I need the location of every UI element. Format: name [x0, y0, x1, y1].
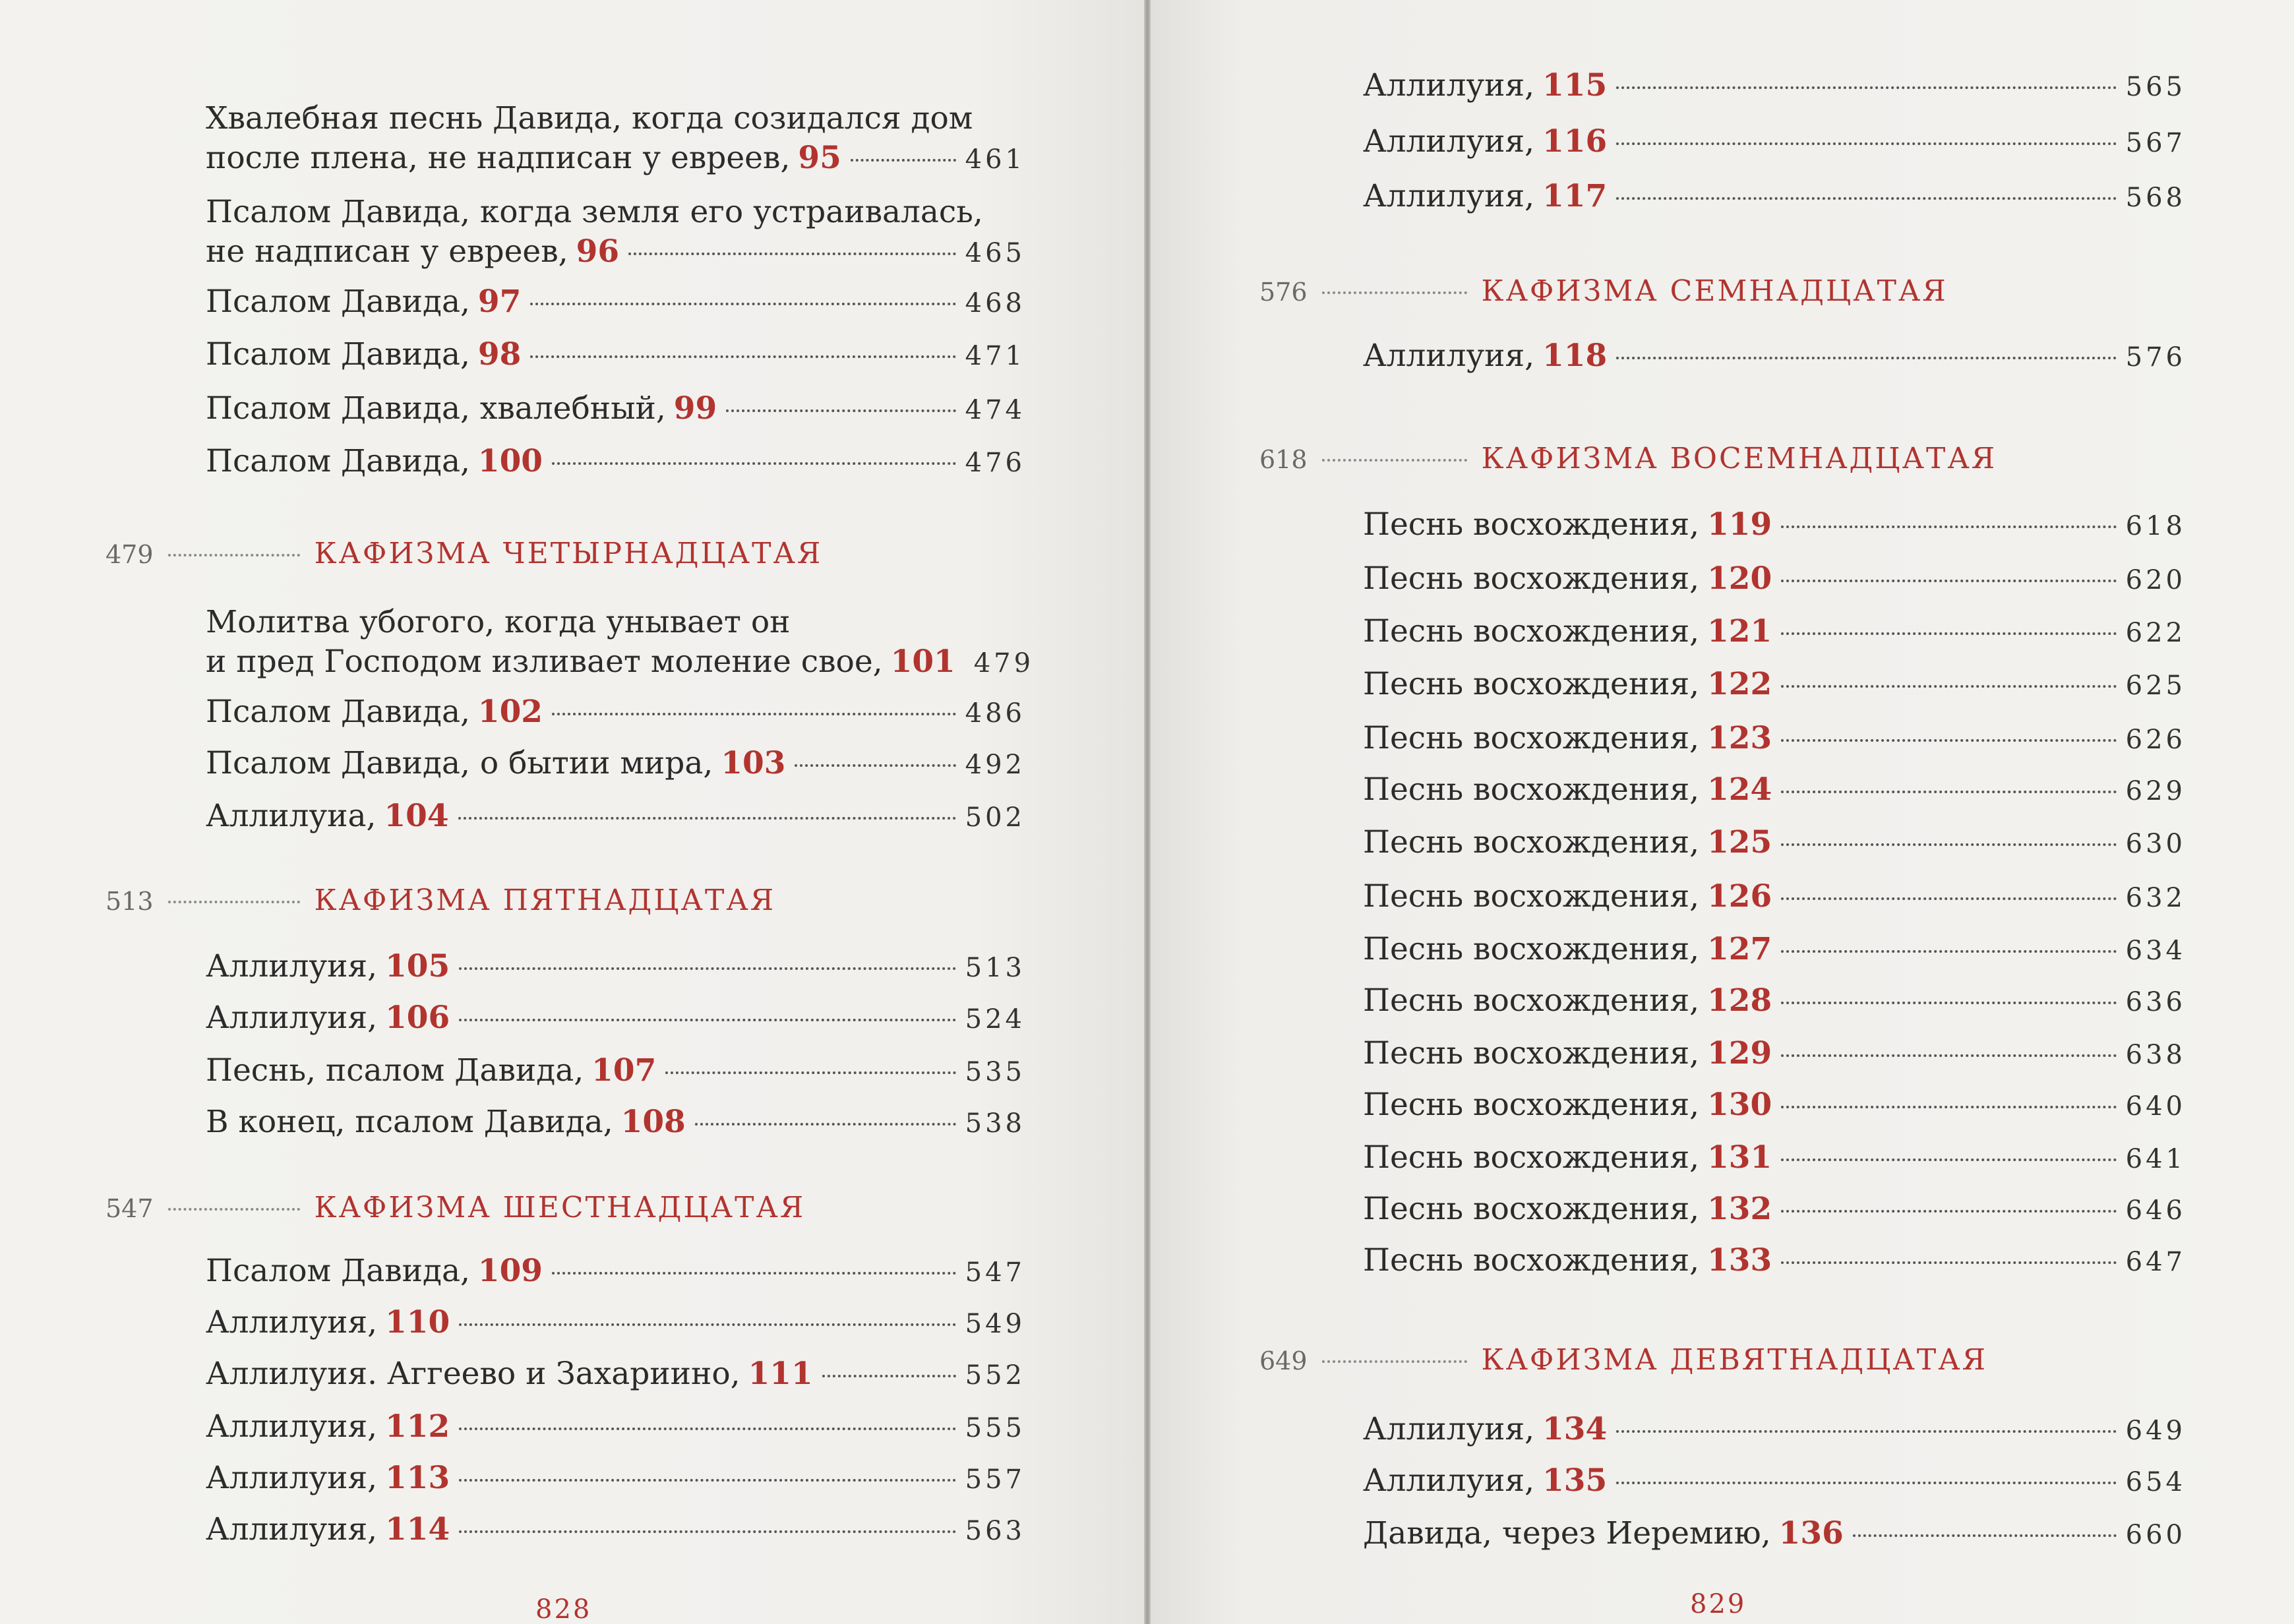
- toc-entry[interactable]: [1363, 122, 2186, 163]
- page-reference: 576: [2125, 342, 2186, 373]
- page-reference: 468: [965, 288, 1025, 318]
- entry-title: Псалом Давида,: [206, 694, 470, 730]
- kathisma-page-number: 479: [106, 540, 154, 569]
- entry-title: Песнь восхождения,: [1363, 1035, 1700, 1071]
- psalm-number: 116: [1542, 123, 1608, 160]
- toc-entry-line: [1363, 1189, 2186, 1230]
- toc-entry-line: [1363, 1034, 2186, 1075]
- toc-entry[interactable]: [1363, 336, 2186, 377]
- page-reference: 646: [2125, 1195, 2186, 1226]
- entry-title: Аллилуия,: [1363, 178, 1535, 214]
- page-reference: 465: [965, 238, 1025, 268]
- entry-title: Песнь восхождения,: [1363, 1191, 1700, 1227]
- toc-entry-line: [1363, 877, 2186, 918]
- psalm-number: 99: [673, 390, 717, 427]
- dot-leader: [1781, 685, 2116, 688]
- page-reference: 555: [965, 1413, 1025, 1443]
- dot-leader: [1781, 1106, 2116, 1108]
- toc-entry-line: [1363, 1138, 2186, 1179]
- kathisma-heading: [106, 882, 775, 920]
- toc-entry[interactable]: [206, 1051, 1025, 1092]
- entry-title: Аллилуия,: [206, 1000, 378, 1036]
- page-reference: 492: [965, 750, 1025, 780]
- dot-leader: [795, 764, 955, 767]
- toc-entry[interactable]: [206, 193, 1025, 273]
- toc-entry[interactable]: [206, 1251, 1025, 1292]
- kathisma-heading: [1259, 273, 1948, 311]
- toc-entry[interactable]: [1363, 177, 2186, 218]
- toc-entry-line: [206, 797, 1025, 837]
- dot-leader: [1781, 580, 2116, 582]
- toc-entry[interactable]: [206, 335, 1025, 376]
- entry-title: не надписан у евреев,: [206, 233, 568, 270]
- toc-entry-line: [1363, 336, 2186, 377]
- toc-entry-line: [206, 99, 1025, 138]
- psalm-number: 106: [385, 1000, 450, 1036]
- entry-title: Песнь восхождения,: [1363, 720, 1700, 756]
- psalm-number: 132: [1707, 1191, 1772, 1227]
- dot-leader: [459, 1530, 955, 1533]
- psalm-number: 101: [890, 644, 955, 680]
- dot-leader: [459, 967, 955, 970]
- toc-entry-line: [1363, 1461, 2186, 1502]
- toc-entry[interactable]: [1363, 1514, 2186, 1555]
- psalm-number: 136: [1778, 1515, 1844, 1551]
- toc-entry-line: [1363, 1514, 2186, 1555]
- entry-title: Песнь, псалом Давида,: [206, 1052, 584, 1089]
- entry-title: Песнь восхождения,: [1363, 1087, 1700, 1123]
- kathisma-page-number: 649: [1259, 1346, 1308, 1375]
- entry-title: Хвалебная песнь Давида, когда созидался дом: [206, 100, 973, 136]
- entry-title: и пред Господом изливает моление свое,: [206, 644, 883, 680]
- toc-entry[interactable]: [206, 603, 1035, 683]
- psalm-number: 125: [1707, 824, 1772, 860]
- page-reference: 474: [965, 395, 1025, 425]
- kathisma-title: КАФИЗМА ДЕВЯТНАДЦАТАЯ: [1481, 1343, 1988, 1377]
- entry-title: Давида, через Иеремию,: [1363, 1515, 1771, 1551]
- psalm-number: 122: [1707, 666, 1772, 702]
- page-reference: 549: [965, 1309, 1025, 1339]
- page-reference: 568: [2125, 183, 2186, 213]
- toc-entry[interactable]: [1363, 1461, 2186, 1502]
- psalm-number: 127: [1707, 931, 1772, 967]
- kathisma-heading: [106, 535, 822, 573]
- psalm-number: 130: [1707, 1087, 1772, 1123]
- kathisma-title: КАФИЗМА СЕМНАДЦАТАЯ: [1481, 274, 1948, 308]
- psalm-number: 126: [1707, 878, 1772, 915]
- psalm-number: 134: [1542, 1411, 1608, 1447]
- left-page-folio: 828: [535, 1594, 592, 1624]
- dot-leader: [552, 713, 956, 715]
- page-reference: 660: [2125, 1520, 2186, 1550]
- toc-entry-line: [1363, 1241, 2186, 1282]
- dot-leader: [1781, 526, 2116, 528]
- dot-leader: [1322, 1360, 1467, 1363]
- toc-entry-line: [1363, 719, 2186, 760]
- toc-entry[interactable]: [206, 947, 1025, 988]
- dot-leader: [168, 901, 300, 903]
- dot-leader: [822, 1375, 956, 1377]
- entry-title: Песнь восхождения,: [1363, 1139, 1700, 1176]
- psalm-number: 95: [798, 140, 841, 176]
- toc-entry[interactable]: [206, 998, 1025, 1039]
- page-reference: 567: [2125, 128, 2186, 158]
- kathisma-heading: [106, 1189, 805, 1227]
- page-reference: 641: [2125, 1144, 2186, 1174]
- entry-title: Песнь восхождения,: [1363, 666, 1700, 702]
- dot-leader: [1781, 1261, 2116, 1264]
- entry-title: Аллилуия,: [1363, 67, 1535, 104]
- kathisma-title: КАФИЗМА ЧЕТЫРНАДЦАТАЯ: [314, 537, 823, 570]
- toc-entry[interactable]: [1363, 505, 2186, 546]
- entry-title: Песнь восхождения,: [1363, 771, 1700, 808]
- entry-title: Псалом Давида, о бытии мира,: [206, 745, 713, 781]
- kathisma-page-number: 547: [106, 1194, 154, 1223]
- dot-leader: [665, 1071, 955, 1074]
- psalm-number: 110: [385, 1304, 450, 1340]
- psalm-number: 114: [385, 1511, 450, 1548]
- toc-entry[interactable]: [206, 797, 1025, 837]
- entry-title: Аллилуия,: [206, 1304, 378, 1340]
- dot-leader: [1322, 291, 1467, 294]
- toc-entry[interactable]: [1363, 665, 2186, 706]
- dot-leader: [459, 1019, 955, 1021]
- toc-entry-line: [206, 232, 1025, 273]
- page-reference: 622: [2125, 618, 2186, 648]
- entry-title: Аллилуия,: [206, 1408, 378, 1445]
- toc-entry[interactable]: [206, 1303, 1025, 1344]
- toc-entry-line: [1363, 1085, 2186, 1126]
- page-reference: 513: [965, 953, 1025, 983]
- psalm-number: 100: [477, 443, 543, 479]
- page-reference: 557: [965, 1464, 1025, 1495]
- psalm-number: 103: [721, 745, 786, 781]
- dot-leader: [695, 1123, 956, 1126]
- page-reference: 630: [2125, 829, 2186, 859]
- psalm-number: 112: [385, 1408, 450, 1445]
- entry-title: Аллилуиа,: [206, 798, 377, 834]
- entry-title: после плена, не надписан у евреев,: [206, 140, 791, 176]
- psalm-number: 118: [1542, 338, 1608, 374]
- page-reference: 626: [2125, 725, 2186, 755]
- toc-entry-line: [206, 642, 1035, 683]
- dot-leader: [1781, 1002, 2116, 1004]
- toc-entry[interactable]: [206, 1407, 1025, 1448]
- entry-title: Аллилуия,: [206, 1460, 378, 1496]
- dot-leader: [1781, 1158, 2116, 1161]
- toc-entry-line: [206, 282, 1025, 323]
- page-reference: 654: [2125, 1467, 2186, 1497]
- kathisma-page-number: 618: [1259, 445, 1308, 474]
- page-reference: 647: [2125, 1247, 2186, 1277]
- page-reference: 629: [2125, 776, 2186, 806]
- dot-leader: [1616, 197, 2116, 200]
- toc-entry[interactable]: [1363, 719, 2186, 760]
- psalm-number: 131: [1707, 1139, 1772, 1176]
- entry-title: Аллилуия,: [1363, 1411, 1535, 1447]
- toc-entry[interactable]: [1363, 981, 2186, 1022]
- toc-entry-line: [1363, 177, 2186, 218]
- toc-entry[interactable]: [206, 442, 1025, 483]
- toc-entry-line: [206, 998, 1025, 1039]
- dot-leader: [1781, 739, 2116, 742]
- dot-leader: [458, 817, 956, 820]
- toc-entry-line: [206, 692, 1025, 733]
- toc-entry[interactable]: [1363, 1034, 2186, 1075]
- dot-leader: [552, 1272, 956, 1275]
- kathisma-title: КАФИЗМА ШЕСТНАДЦАТАЯ: [314, 1191, 806, 1224]
- dot-leader: [726, 409, 955, 412]
- psalm-number: 121: [1707, 613, 1772, 649]
- dot-leader: [1781, 950, 2116, 953]
- psalm-number: 105: [385, 948, 450, 984]
- page-reference: 476: [965, 448, 1025, 478]
- toc-entry-line: [206, 193, 1025, 232]
- psalm-number: 111: [748, 1356, 813, 1392]
- kathisma-page-number: 513: [106, 887, 154, 916]
- page-reference: 471: [965, 341, 1025, 371]
- toc-entry-line: [206, 138, 1025, 179]
- dot-leader: [1781, 843, 2116, 846]
- page-reference: 565: [2125, 72, 2186, 102]
- psalm-number: 117: [1542, 178, 1608, 214]
- entry-title: Аллилуия,: [206, 1511, 378, 1548]
- entry-title: Песнь восхождения,: [1363, 1242, 1700, 1278]
- toc-entry[interactable]: [1363, 66, 2186, 107]
- page-reference: 547: [965, 1257, 1025, 1288]
- toc-entry[interactable]: [206, 282, 1025, 323]
- page-reference: 649: [2125, 1416, 2186, 1446]
- toc-entry[interactable]: [1363, 1138, 2186, 1179]
- entry-title: Песнь восхождения,: [1363, 878, 1700, 915]
- toc-entry-line: [1363, 930, 2186, 971]
- dot-leader: [459, 1323, 955, 1326]
- toc-entry-line: [1363, 770, 2186, 811]
- toc-entry-line: [206, 744, 1025, 785]
- toc-entry[interactable]: [1363, 930, 2186, 971]
- page-reference: 538: [965, 1108, 1025, 1139]
- dot-leader: [552, 462, 956, 465]
- toc-entry-line: [206, 603, 1025, 642]
- entry-title: Псалом Давида, когда земля его устраивалась,: [206, 194, 983, 230]
- psalm-number: 135: [1542, 1462, 1608, 1499]
- psalm-number: 102: [477, 694, 543, 730]
- page-reference: 640: [2125, 1091, 2186, 1122]
- kathisma-heading: [1259, 1342, 1987, 1379]
- toc-entry[interactable]: [206, 1354, 1025, 1395]
- toc-entry-line: [1363, 612, 2186, 653]
- entry-title: Псалом Давида,: [206, 336, 470, 373]
- toc-entry[interactable]: [1363, 1241, 2186, 1282]
- dot-leader: [1781, 1054, 2116, 1057]
- page-reference: 632: [2125, 883, 2186, 913]
- kathisma-title: КАФИЗМА ПЯТНАДЦАТАЯ: [314, 884, 776, 917]
- kathisma-title: КАФИЗМА ВОСЕМНАДЦАТАЯ: [1481, 442, 1997, 475]
- toc-entry-line: [206, 442, 1025, 483]
- entry-title: Аллилуия,: [1363, 123, 1535, 160]
- entry-title: Аллилуия,: [206, 948, 378, 984]
- toc-entry[interactable]: [206, 744, 1025, 785]
- toc-entry-line: [1363, 122, 2186, 163]
- dot-leader: [1781, 791, 2116, 793]
- toc-entry-line: [206, 1102, 1025, 1143]
- toc-entry-line: [1363, 823, 2186, 864]
- toc-entry-line: [1363, 505, 2186, 546]
- entry-title: Псалом Давида,: [206, 284, 470, 320]
- entry-title: Аллилуия,: [1363, 338, 1535, 374]
- dot-leader: [628, 253, 956, 255]
- toc-entry-line: [1363, 665, 2186, 706]
- psalm-number: 107: [591, 1052, 657, 1089]
- toc-entry-line: [1363, 559, 2186, 600]
- psalm-number: 129: [1707, 1035, 1772, 1071]
- toc-entry[interactable]: [1363, 1410, 2186, 1451]
- dot-leader: [1616, 1482, 2116, 1484]
- dot-leader: [1781, 897, 2116, 900]
- toc-entry[interactable]: [206, 99, 1025, 179]
- toc-entry[interactable]: [1363, 612, 2186, 653]
- page-reference: 552: [965, 1360, 1025, 1391]
- entry-title: Песнь восхождения,: [1363, 824, 1700, 860]
- toc-entry-line: [206, 389, 1025, 430]
- entry-title: Песнь восхождения,: [1363, 613, 1700, 649]
- toc-entry-line: [206, 1251, 1025, 1292]
- dot-leader: [1781, 1210, 2116, 1213]
- toc-entry[interactable]: [1363, 770, 2186, 811]
- dot-leader: [1616, 86, 2116, 89]
- toc-entry-line: [206, 1303, 1025, 1344]
- left-page: [0, 0, 1144, 1624]
- toc-entry-line: [1363, 66, 2186, 107]
- psalm-number: 98: [477, 336, 522, 373]
- page-reference: 636: [2125, 987, 2186, 1017]
- toc-entry-line: [206, 1510, 1025, 1551]
- toc-entry[interactable]: [206, 1510, 1025, 1551]
- page-reference: 563: [965, 1516, 1025, 1546]
- toc-entry[interactable]: [206, 389, 1025, 430]
- right-page-folio: 829: [1690, 1589, 1747, 1619]
- dot-leader: [530, 355, 955, 358]
- entry-title: Псалом Давида, хвалебный,: [206, 390, 666, 427]
- dot-leader: [459, 1428, 955, 1430]
- page-reference: 638: [2125, 1040, 2186, 1070]
- psalm-number: 124: [1707, 771, 1772, 808]
- page-reference: 620: [2125, 565, 2186, 595]
- dot-leader: [1616, 357, 2116, 359]
- dot-leader: [851, 159, 956, 162]
- kathisma-page-number: 576: [1259, 278, 1308, 307]
- toc-entry[interactable]: [1363, 1189, 2186, 1230]
- psalm-number: 123: [1707, 720, 1772, 756]
- page-reference: 461: [965, 144, 1025, 175]
- kathisma-heading: [1259, 440, 1997, 478]
- page-reference: 479: [973, 648, 1035, 678]
- psalm-number: 97: [477, 284, 522, 320]
- psalm-number: 109: [477, 1253, 543, 1289]
- psalm-number: 113: [385, 1460, 450, 1496]
- toc-entry[interactable]: [1363, 1085, 2186, 1126]
- dot-leader: [1853, 1534, 2117, 1537]
- psalm-number: 128: [1707, 982, 1772, 1019]
- entry-title: Песнь восхождения,: [1363, 931, 1700, 967]
- dot-leader: [1781, 632, 2116, 635]
- entry-title: Песнь восхождения,: [1363, 506, 1700, 543]
- toc-entry-line: [206, 1051, 1025, 1092]
- right-page: [1151, 0, 2294, 1624]
- psalm-number: 120: [1707, 560, 1772, 597]
- book-gutter: [1144, 0, 1151, 1624]
- toc-entry-line: [206, 1354, 1025, 1395]
- page-reference: 486: [965, 698, 1025, 729]
- toc-entry-line: [1363, 981, 2186, 1022]
- toc-entry[interactable]: [206, 692, 1025, 733]
- page-reference: 524: [965, 1004, 1025, 1035]
- entry-title: Молитва убогого, когда унывает он: [206, 604, 791, 640]
- toc-entry[interactable]: [206, 1102, 1025, 1143]
- page-reference: 502: [965, 802, 1025, 833]
- toc-entry-line: [206, 1407, 1025, 1448]
- entry-title: Псалом Давида,: [206, 1253, 470, 1289]
- toc-entry[interactable]: [1363, 823, 2186, 864]
- page-reference: 618: [2125, 511, 2186, 541]
- psalm-number: 104: [384, 798, 449, 834]
- toc-entry[interactable]: [206, 1459, 1025, 1499]
- dot-leader: [1616, 1430, 2116, 1433]
- entry-title: В конец, псалом Давида,: [206, 1104, 613, 1140]
- dot-leader: [530, 303, 955, 305]
- entry-title: Аллилуия. Аггеево и Захариино,: [206, 1356, 740, 1392]
- page-reference: 634: [2125, 936, 2186, 966]
- toc-entry-line: [206, 947, 1025, 988]
- toc-entry-line: [206, 335, 1025, 376]
- toc-entry-line: [206, 1459, 1025, 1499]
- entry-title: Псалом Давида,: [206, 443, 470, 479]
- entry-title: Аллилуия,: [1363, 1462, 1535, 1499]
- page-reference: 625: [2125, 671, 2186, 701]
- psalm-number: 108: [620, 1104, 686, 1140]
- toc-entry[interactable]: [1363, 877, 2186, 918]
- entry-title: Песнь восхождения,: [1363, 560, 1700, 597]
- toc-entry-line: [1363, 1410, 2186, 1451]
- psalm-number: 133: [1707, 1242, 1772, 1278]
- psalm-number: 96: [576, 233, 620, 270]
- dot-leader: [168, 1208, 300, 1211]
- psalm-number: 119: [1707, 506, 1772, 543]
- page-reference: 535: [965, 1057, 1025, 1087]
- dot-leader: [168, 554, 300, 556]
- psalm-number: 115: [1542, 67, 1608, 104]
- entry-title: Песнь восхождения,: [1363, 982, 1700, 1019]
- dot-leader: [459, 1479, 955, 1482]
- toc-entry[interactable]: [1363, 559, 2186, 600]
- dot-leader: [1322, 459, 1467, 462]
- dot-leader: [1616, 142, 2116, 145]
